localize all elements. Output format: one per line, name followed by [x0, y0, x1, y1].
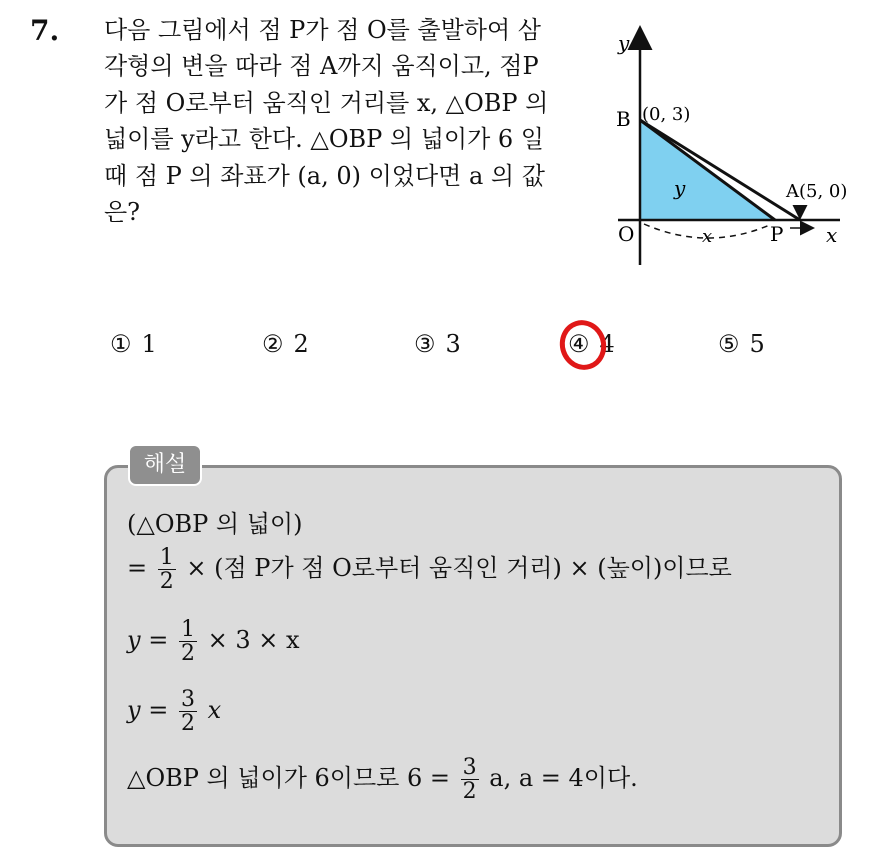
numerator: 1: [180, 617, 195, 642]
denominator: 2: [462, 779, 477, 805]
solution-line-3: [127, 618, 300, 665]
expression: △OBP 의 넓이가 6이므로 6 =: [127, 764, 450, 793]
denominator: 2: [180, 711, 195, 737]
point-B-label: B: [616, 107, 631, 131]
question-line: 넓이를 y라고 한다. △OBP 의 넓이가 6 일: [104, 125, 544, 154]
question-line: 가 점 O로부터 움직인 거리를 x, △OBP 의: [104, 88, 549, 117]
choice-3[interactable]: [414, 330, 461, 358]
solution-line-4: [127, 688, 221, 735]
fraction: [158, 546, 176, 593]
distance-label: x: [702, 226, 713, 247]
choice-value: 4: [599, 330, 615, 358]
solution-line-2: [127, 546, 732, 593]
numerator: 1: [159, 545, 174, 570]
solution-box: [104, 465, 842, 847]
choice-marker: ④: [568, 330, 590, 358]
numerator: 3: [462, 755, 477, 780]
y-axis-label: y: [618, 31, 630, 55]
denominator: 2: [180, 641, 195, 667]
answer-circle-mark: [553, 314, 612, 376]
equals-sign: =: [127, 554, 148, 583]
choice-marker: ②: [262, 330, 284, 358]
x-axis-label: x: [826, 223, 838, 247]
question-line: 은?: [104, 198, 141, 227]
choice-marker: ⑤: [718, 330, 740, 358]
question-line: 다음 그림에서 점 P가 점 O를 출발하여 삼: [104, 16, 541, 44]
question-line: 때 점 P 의 좌표가 (a, 0) 이었다면 a 의 값: [104, 161, 545, 190]
choice-5[interactable]: [718, 330, 765, 358]
coordinate-figure: [600, 20, 860, 280]
choice-marker: ③: [414, 330, 436, 358]
point-A-label: A(5, 0): [786, 181, 848, 202]
solution-line-5: [127, 756, 638, 803]
origin-label: O: [618, 222, 635, 246]
solution-tag: 해설: [128, 444, 202, 486]
choice-2[interactable]: [262, 330, 309, 358]
choice-value: 3: [445, 330, 461, 358]
question-text: [104, 12, 584, 231]
choice-value: 1: [141, 330, 157, 358]
solution-line-1: (△OBP 의 넓이): [127, 510, 303, 538]
expression: y =: [127, 626, 169, 655]
question-number: 7.: [30, 14, 60, 47]
numerator: 3: [180, 687, 195, 712]
fraction: [179, 688, 197, 735]
denominator: 2: [159, 569, 174, 595]
question-line: 각형의 변을 따라 점 A까지 움직이고, 점P: [104, 52, 539, 81]
expression: × 3 × x: [207, 626, 300, 655]
fraction: [179, 618, 197, 665]
point-P-label: P: [770, 222, 784, 246]
answer-choices: [110, 330, 830, 366]
choice-1[interactable]: [110, 330, 157, 358]
expression: × (점 P가 점 O로부터 움직인 거리) × (높이)이므로: [186, 554, 732, 583]
choice-value: 5: [749, 330, 765, 358]
fraction: [461, 756, 479, 803]
expression: x: [207, 696, 222, 725]
expression: y =: [127, 696, 169, 725]
point-B-coord: (0, 3): [642, 104, 691, 125]
choice-marker: ①: [110, 330, 132, 358]
expression: a, a = 4이다.: [489, 764, 638, 793]
region-label: y: [674, 176, 686, 200]
choice-value: 2: [293, 330, 309, 358]
choice-4[interactable]: [568, 330, 615, 358]
